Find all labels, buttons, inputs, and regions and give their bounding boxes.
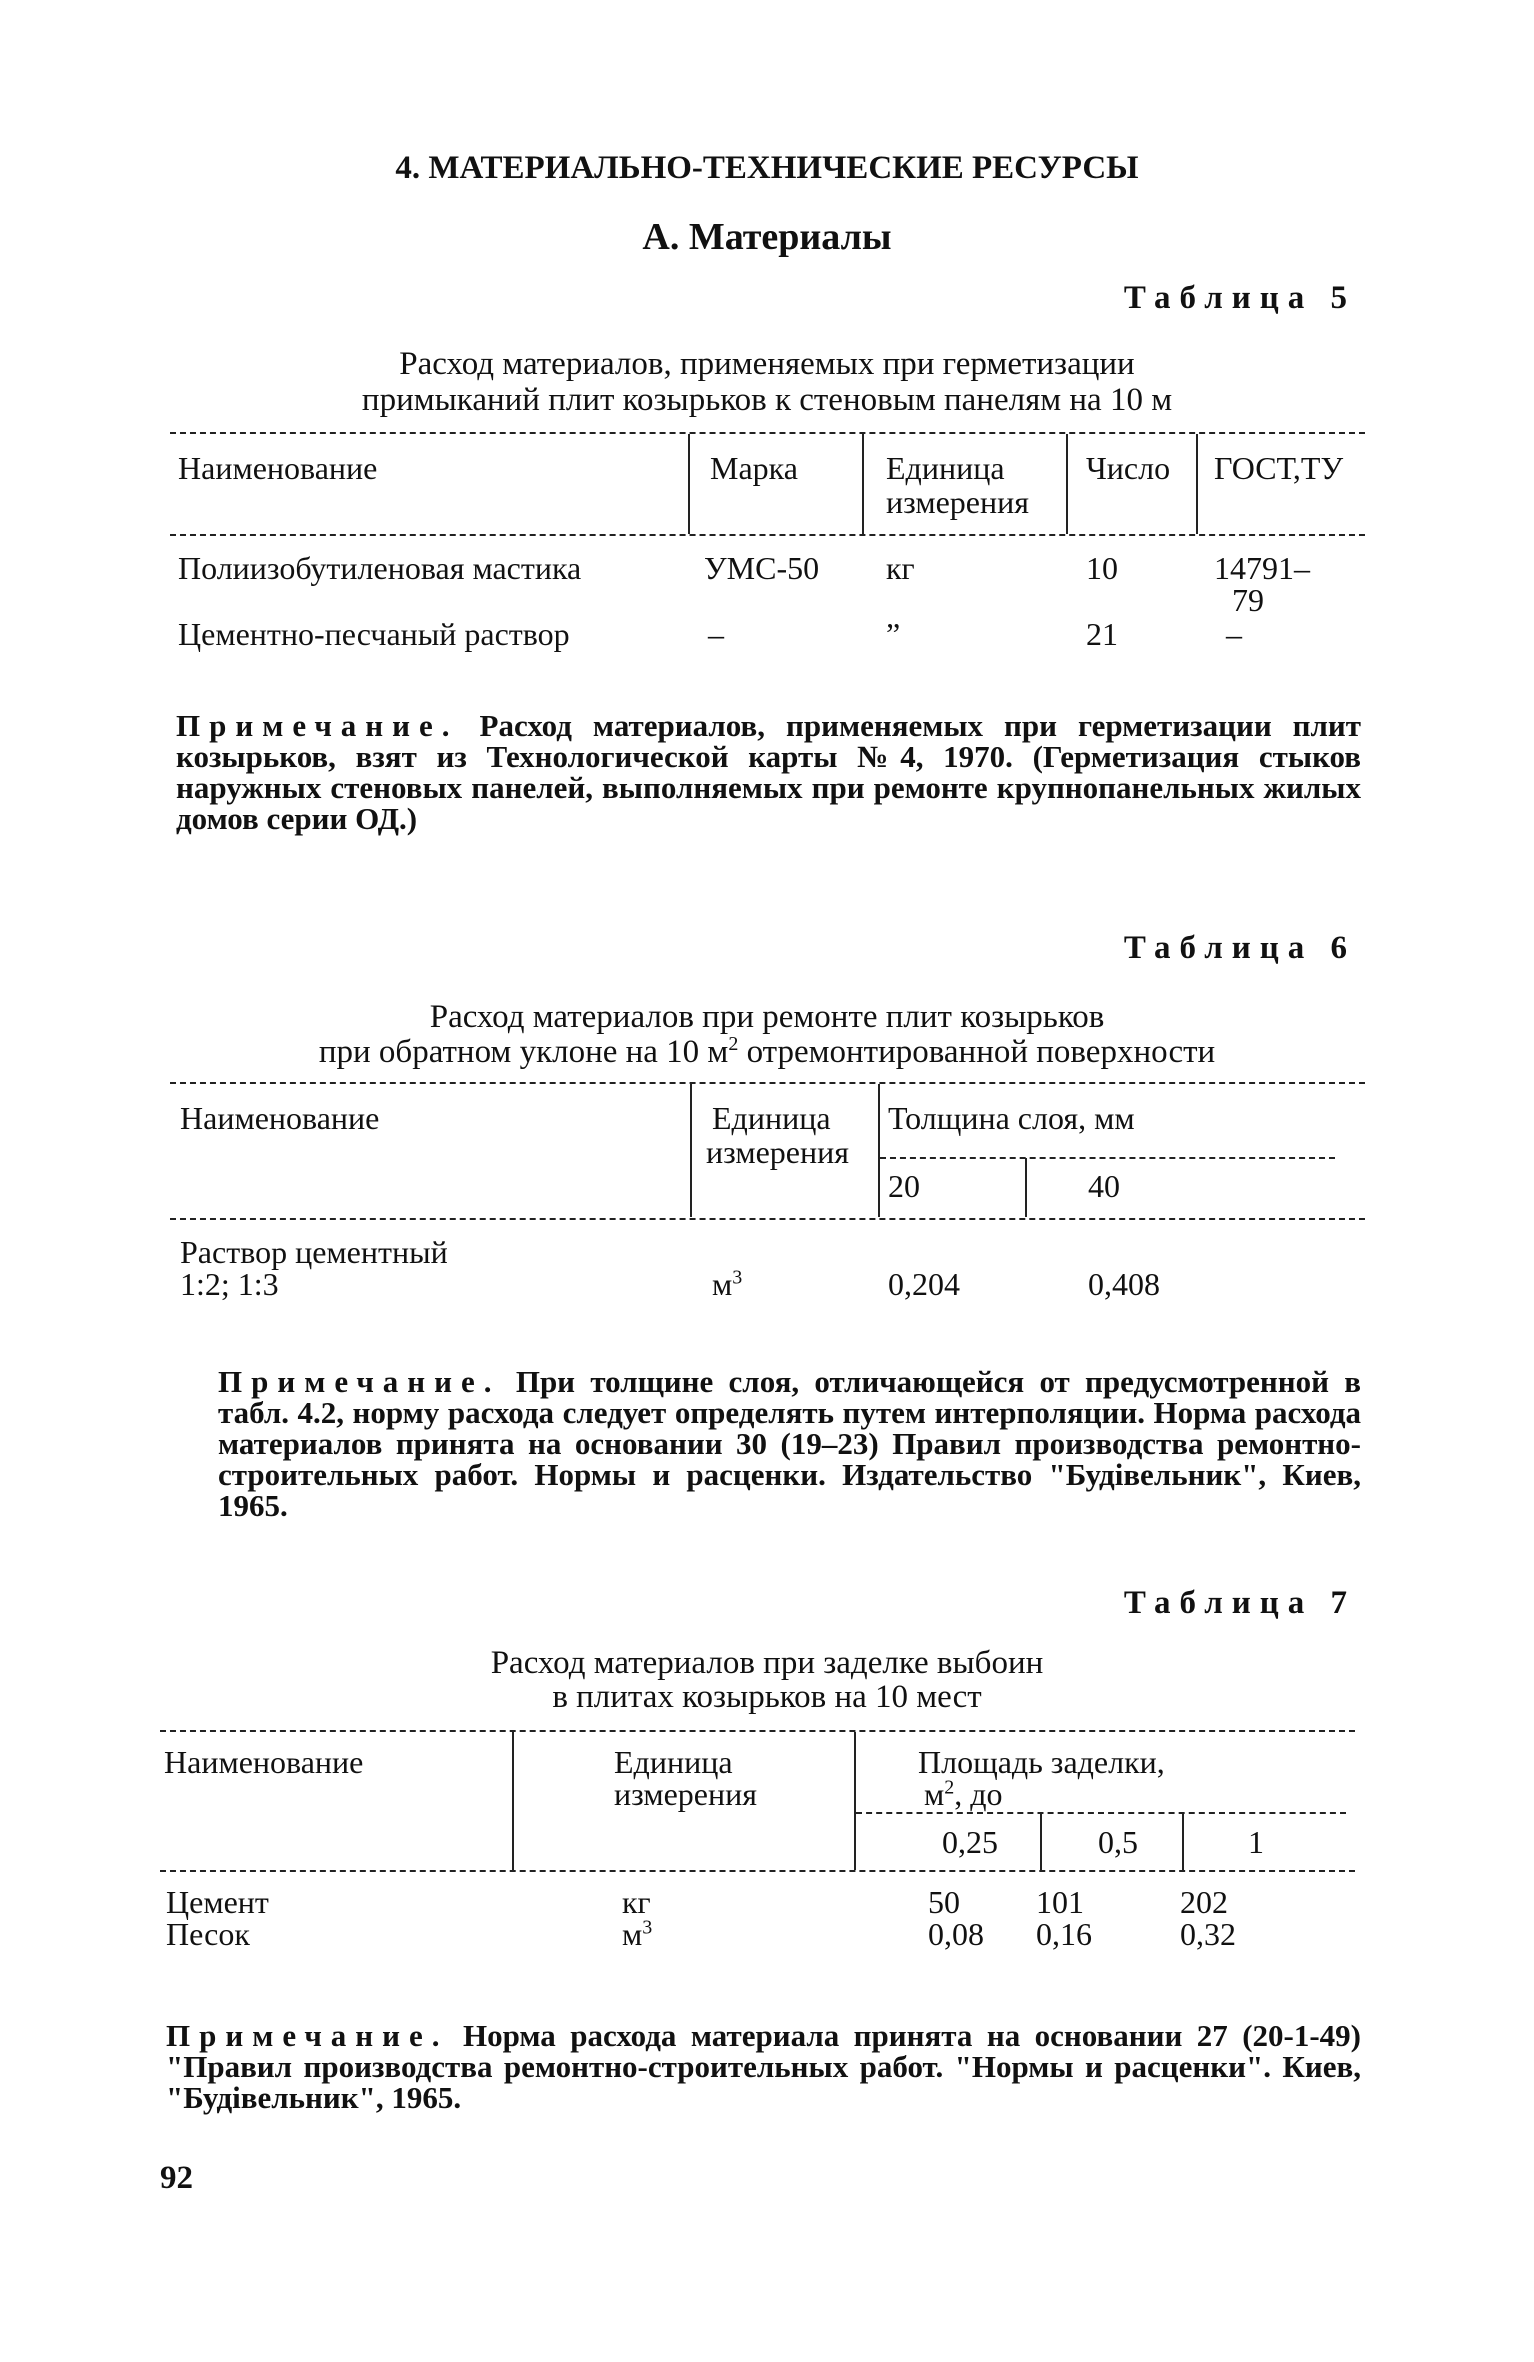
table7-header-rule	[160, 1870, 1355, 1872]
table5-row2-unit: ”	[886, 616, 901, 652]
table6-vline-3	[1025, 1158, 1027, 1217]
table6-row1-unit	[712, 1268, 742, 1300]
table5-caption-line1: Расход материалов, применяемых при герметизации	[399, 346, 1135, 382]
table6-header-unit-line1: Единица	[712, 1100, 831, 1136]
table5-row2-gost: –	[1226, 616, 1242, 652]
table7-row1-name: Цемент	[166, 1884, 269, 1920]
table6-row1-v40: 0,408	[1088, 1266, 1160, 1302]
table6-note	[218, 1366, 1361, 1521]
table6-vline-1	[690, 1084, 692, 1217]
table5-note-label: Примечание.	[176, 708, 459, 743]
table7-header-a2: 0,5	[1098, 1824, 1138, 1860]
section-title: 4. МАТЕРИАЛЬНО-ТЕХНИЧЕСКИЕ РЕСУРСЫ	[395, 150, 1139, 186]
table6-top-rule	[170, 1082, 1365, 1084]
table5-row1-gost-line1: 14791–	[1214, 550, 1310, 586]
table7-row2-unit-sup: 3	[642, 1916, 653, 1939]
table7-header-unit-line2: измерения	[614, 1776, 757, 1812]
subsection-title: А. Материалы	[642, 216, 892, 258]
table7-header-a3: 1	[1248, 1824, 1264, 1860]
table6-header-t40: 40	[1088, 1168, 1120, 1204]
table7-row2-v3: 0,32	[1180, 1916, 1236, 1952]
table7-note	[166, 2020, 1361, 2113]
table7-vline-4	[1182, 1812, 1184, 1870]
table6-vline-2	[878, 1084, 880, 1217]
page-number: 92	[160, 2160, 193, 2196]
table5-row1-gost-line2: 79	[1232, 582, 1264, 618]
table7-header-area-sup: 2	[944, 1776, 955, 1799]
table6-caption-line2	[0, 1035, 1534, 1069]
table6-row1-name-line1: Раствор цементный	[180, 1234, 448, 1270]
table5-row2-mark: –	[708, 616, 724, 652]
table5-header-count: Число	[1086, 450, 1171, 486]
table6-caption-line2-start: при обратном уклоне на 10 м	[318, 1034, 729, 1070]
table7-caption-line1: Расход материалов при заделке выбоин	[490, 1645, 1044, 1681]
table7-header-area-unit: м	[924, 1776, 945, 1812]
table7-row1-unit: кг	[622, 1884, 651, 1920]
table7-label: Таблица 7	[1123, 1585, 1356, 1621]
table6-note-label: Примечание.	[218, 1364, 501, 1399]
table5-vline-2	[862, 434, 864, 534]
table7-note-text: Норма расхода материала принята на основании 27 (20-1-49) "Правил производства ремонтно-строительных работ. "Нормы и расценки". Киев, "Будiвельник", 1965.	[166, 2018, 1362, 2115]
table5-row1-name: Полиизобутиленовая мастика	[178, 550, 582, 586]
table5-vline-4	[1196, 434, 1198, 534]
table6-row1-unit-base: м	[712, 1266, 733, 1302]
table6-header-thickness: Толщина слоя, мм	[888, 1100, 1135, 1136]
table7-row2-v2: 0,16	[1036, 1916, 1092, 1952]
table6-label: Таблица 6	[1123, 930, 1356, 966]
table7-subheader-rule	[856, 1812, 1346, 1814]
table5-header-mark: Марка	[710, 450, 798, 486]
table5-label: Таблица 5	[1123, 280, 1356, 316]
table6-header-name: Наименование	[180, 1100, 380, 1136]
table6-header-unit-line2: измерения	[706, 1134, 849, 1170]
table7-vline-2	[854, 1732, 856, 1870]
table5-vline-3	[1066, 434, 1068, 534]
table5-row1-count: 10	[1086, 550, 1118, 586]
table7-header-unit-line1: Единица	[614, 1744, 733, 1780]
table5-header-gost: ГОСТ,ТУ	[1214, 450, 1344, 486]
table7-row2-unit-base: м	[622, 1916, 643, 1952]
table7-header-name: Наименование	[164, 1744, 364, 1780]
table5-note-text: Расход материалов, применяемых при герметизации плит козырьков, взят из Технологической карты №4, 1970. (Герметизация стыков наружных стеновых панелей, выполняемых при ремонте крупнопанельных жилых домов серии ОД.)	[176, 708, 1362, 836]
table6-caption-line1: Расход материалов при ремонте плит козырьков	[429, 999, 1105, 1035]
table6-caption-sup: 2	[728, 1033, 739, 1055]
table7-row2-v1: 0,08	[928, 1916, 984, 1952]
table7-row1-v1: 50	[928, 1884, 960, 1920]
table6-row1-v20: 0,204	[888, 1266, 960, 1302]
table7-note-label: Примечание.	[166, 2018, 449, 2053]
table7-header-area-line1: Площадь заделки,	[918, 1744, 1165, 1780]
table7-header-area-suffix: , до	[954, 1776, 1003, 1812]
table7-top-rule	[160, 1730, 1355, 1732]
table6-caption-line2-end: отремонтированной поверхности	[738, 1034, 1216, 1070]
table7-row1-v3: 202	[1180, 1884, 1228, 1920]
table6-row1-unit-sup: 3	[732, 1266, 743, 1289]
table5-header-unit-line2: измерения	[886, 484, 1029, 520]
table7-row1-v2: 101	[1036, 1884, 1084, 1920]
table5-header-rule	[170, 534, 1365, 536]
table5-row2-name: Цементно-песчаный раствор	[178, 616, 570, 652]
table5-top-rule	[170, 432, 1365, 434]
table6-header-t20: 20	[888, 1168, 920, 1204]
table6-header-rule	[170, 1218, 1365, 1220]
table7-row2-name: Песок	[166, 1916, 250, 1952]
table5-row2-count: 21	[1086, 616, 1118, 652]
table6-row1-name-line2: 1:2; 1:3	[180, 1266, 279, 1302]
table5-header-unit-line1: Единица	[886, 450, 1005, 486]
table7-caption-line2: в плитах козырьков на 10 мест	[552, 1679, 982, 1715]
table6-subheader-rule	[880, 1157, 1335, 1159]
table7-vline-1	[512, 1732, 514, 1870]
table5-vline-1	[688, 434, 690, 534]
table5-row1-unit: кг	[886, 550, 915, 586]
table7-header-a1: 0,25	[942, 1824, 998, 1860]
table7-row2-unit	[622, 1918, 652, 1950]
table5-row1-mark: УМС-50	[704, 550, 820, 586]
table7-vline-3	[1040, 1812, 1042, 1870]
table6-note-text: При толщине слоя, отличающейся от предусмотренной в табл. 4.2, норму расхода следует определять путем интерполяции. Норма расхода материалов принята на основании 30 (19–23) Правил производства ремонтно-строительных работ. Нормы и расценки. Издательство "Будiвельник", Киев, 1965.	[218, 1364, 1361, 1523]
table5-note	[176, 710, 1361, 834]
table7-header-area-line2	[924, 1778, 1003, 1810]
table5-caption-line2: примыканий плит козырьков к стеновым панелям на 10 м	[361, 382, 1173, 418]
table5-header-name: Наименование	[178, 450, 378, 486]
